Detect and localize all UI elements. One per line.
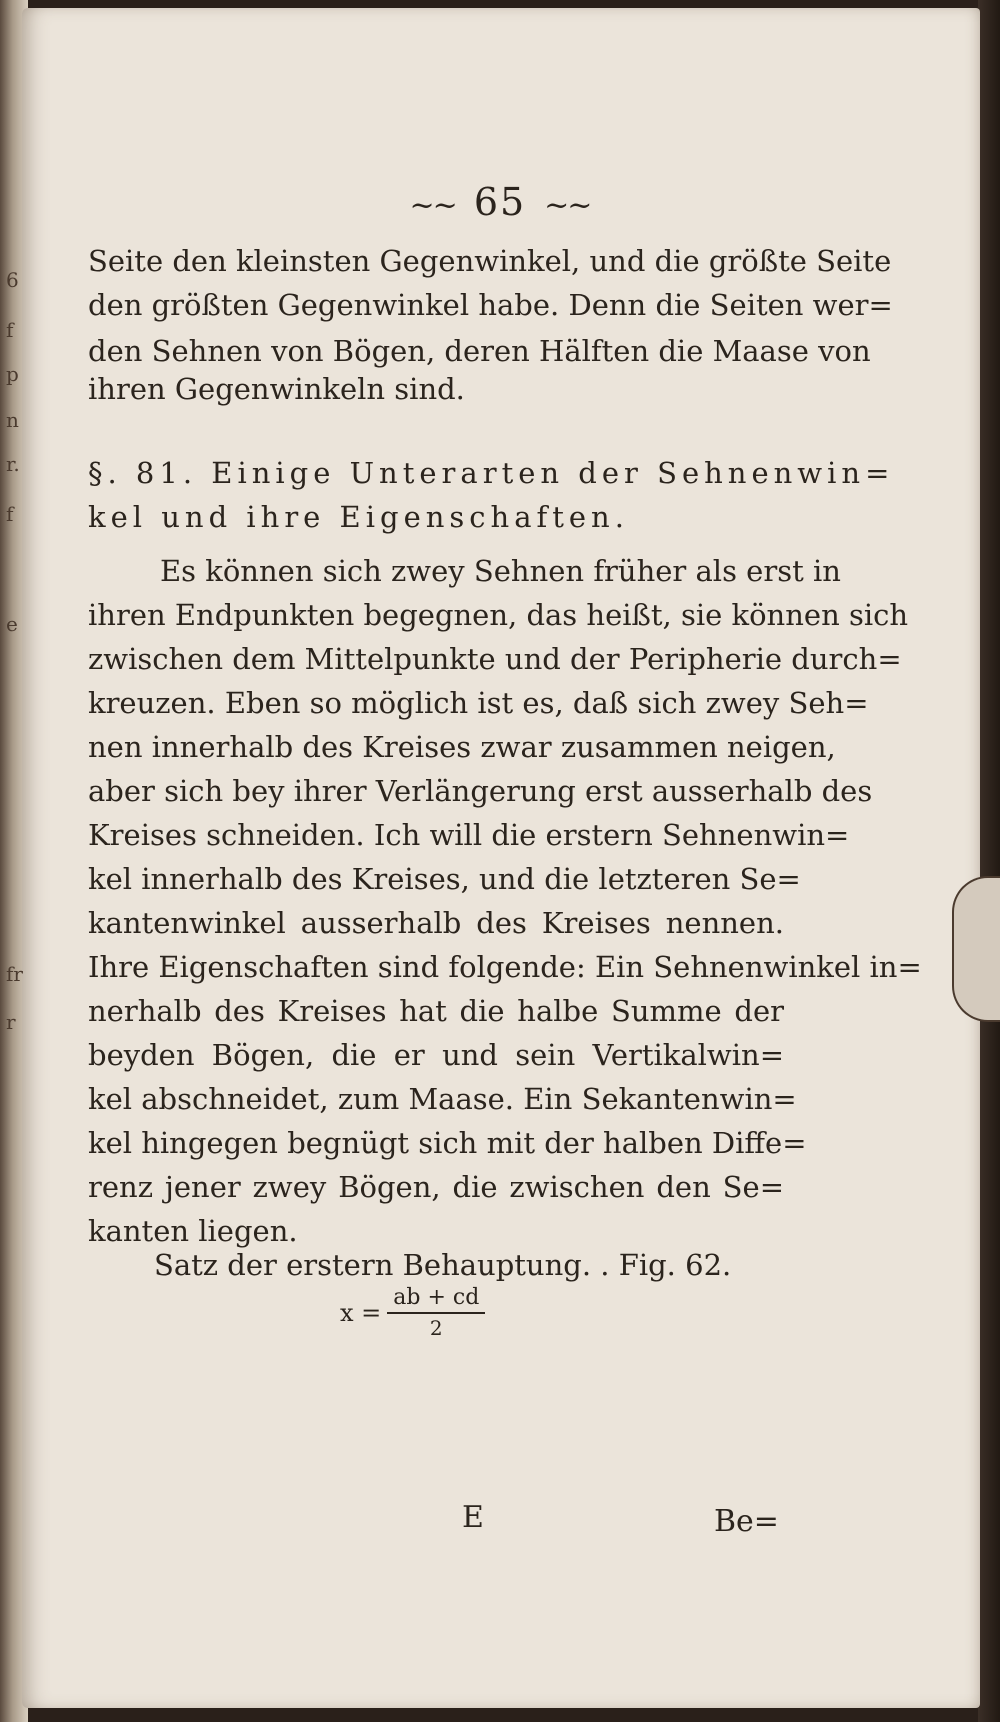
paragraph-line: kanten liegen.: [88, 1214, 298, 1248]
paragraph-line: renz jener zwey Bögen, die zwischen den Se=: [88, 1170, 784, 1204]
page-clip-tab: [952, 876, 1000, 1022]
margin-fragment: r.: [6, 452, 20, 476]
head-ornament-left: ~~: [409, 188, 456, 223]
margin-fragment: fr: [6, 962, 23, 986]
running-head: [0, 180, 1000, 224]
formula-denominator: 2: [429, 1316, 443, 1340]
signature-mark: E: [462, 1500, 484, 1535]
paragraph-line: zwischen dem Mittelpunkte und der Peripherie durch=: [88, 642, 902, 676]
head-ornament-right: ~~: [544, 188, 591, 223]
theorem-heading: Satz der erstern Behauptung. . Fig. 62.: [154, 1248, 732, 1282]
paragraph-line: ihren Endpunkten begegnen, das heißt, sie können sich: [88, 598, 909, 632]
paragraph-line: kreuzen. Eben so möglich ist es, daß sich zwey Seh=: [88, 686, 869, 720]
text-line: ihren Gegenwinkeln sind.: [88, 372, 465, 406]
text-line: den Sehnen von Bögen, deren Hälften die Maase von: [88, 334, 871, 368]
margin-fragment: p: [6, 362, 19, 386]
paragraph-line: kel innerhalb des Kreises, und die letzteren Se=: [88, 862, 801, 896]
formula-fraction: [387, 1285, 485, 1340]
paragraph-line: nerhalb des Kreises hat die halbe Summe der: [88, 994, 784, 1028]
paragraph-line: beyden Bögen, die er und sein Vertikalwin=: [88, 1038, 784, 1072]
margin-fragment: n: [6, 408, 19, 432]
formula-lhs: x =: [340, 1298, 382, 1327]
paragraph-line: kel hingegen begnügt sich mit der halben Diffe=: [88, 1126, 807, 1160]
margin-fragment: 6: [6, 268, 19, 292]
paragraph-line: Kreises schneiden. Ich will die erstern Sehnenwin=: [88, 818, 850, 852]
section-heading-line: §. 81. Einige Unterarten der Sehnenwin=: [88, 456, 895, 490]
page-number: 65: [473, 180, 527, 224]
formula: [340, 1285, 485, 1340]
paragraph-line: Es können sich zwey Sehnen früher als erst in: [160, 554, 841, 588]
paragraph-line: Ihre Eigenschaften sind folgende: Ein Sehnenwinkel in=: [88, 950, 922, 984]
book-back-cover-edge: [978, 0, 1000, 1722]
paragraph-line: kel abschneidet, zum Maase. Ein Sekantenwin=: [88, 1082, 797, 1116]
text-line: Seite den kleinsten Gegenwinkel, und die größte Seite: [88, 244, 892, 278]
margin-fragment: f: [6, 502, 14, 526]
formula-numerator: ab + cd: [387, 1285, 485, 1314]
paragraph-line: kantenwinkel ausserhalb des Kreises nennen.: [88, 906, 784, 940]
margin-fragment: e: [6, 612, 18, 636]
margin-fragment: f: [6, 318, 14, 342]
section-heading-line: kel und ihre Eigenschaften.: [88, 500, 629, 534]
paragraph-line: aber sich bey ihrer Verlängerung erst ausserhalb des: [88, 774, 873, 808]
paragraph-line: nen innerhalb des Kreises zwar zusammen neigen,: [88, 730, 836, 764]
margin-fragment: r: [6, 1010, 16, 1034]
text-line: den größten Gegenwinkel habe. Denn die Seiten wer=: [88, 288, 893, 322]
catchword: Be=: [714, 1504, 779, 1539]
